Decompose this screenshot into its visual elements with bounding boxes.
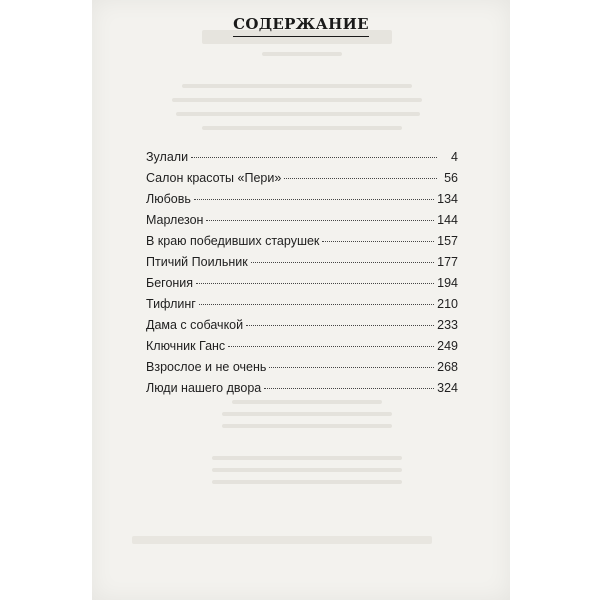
show-through-line	[262, 52, 342, 56]
toc-entry-title: Ключник Ганс	[146, 339, 226, 353]
show-through-line	[222, 412, 392, 416]
toc-entry-title: Тифлинг	[146, 297, 196, 311]
toc-entry-page: 177	[437, 255, 458, 269]
toc-leader-dots	[199, 304, 434, 305]
page-heading	[92, 14, 510, 37]
toc-entry	[146, 381, 458, 402]
show-through-line	[182, 84, 412, 88]
toc-entry-page: 268	[437, 360, 458, 374]
toc-entry-page: 233	[437, 318, 458, 332]
toc-entry	[146, 150, 458, 171]
show-through-line	[212, 456, 402, 460]
show-through-line	[172, 98, 422, 102]
toc-entry-title: Марлезон	[146, 213, 204, 227]
toc-leader-dots	[194, 199, 434, 200]
toc-entry	[146, 192, 458, 213]
toc-entry-page: 4	[451, 150, 458, 164]
toc-leader-dots	[264, 388, 434, 389]
toc-leader-dots	[228, 346, 434, 347]
show-through-line	[222, 424, 392, 428]
toc-entry-page: 157	[437, 234, 458, 248]
show-through-line	[212, 480, 402, 484]
toc-entry	[146, 213, 458, 234]
show-through-line	[176, 112, 420, 116]
toc-leader-dots	[251, 262, 434, 263]
contents-title: СОДЕРЖАНИЕ	[233, 15, 369, 37]
toc-entry-title: Салон красоты «Пери»	[146, 171, 282, 185]
toc-leader-dots	[322, 241, 434, 242]
toc-entry	[146, 339, 458, 360]
toc-entry	[146, 171, 458, 192]
toc-leader-dots	[206, 220, 434, 221]
toc-entry-title: Птичий Поильник	[146, 255, 248, 269]
toc-entry-title: Бегония	[146, 276, 194, 290]
toc-entry-title: Взрослое и не очень	[146, 360, 267, 374]
toc-entry-title: Люди нашего двора	[146, 381, 262, 395]
toc-entry-page: 210	[437, 297, 458, 311]
toc-entry-page: 134	[437, 192, 458, 206]
toc-entry-title: Любовь	[146, 192, 191, 206]
toc-entry	[146, 255, 458, 276]
toc-entry-page: 194	[437, 276, 458, 290]
toc-entry-title: В краю победивших старушек	[146, 234, 320, 248]
toc-leader-dots	[191, 157, 437, 158]
table-of-contents	[146, 150, 458, 402]
toc-leader-dots	[284, 178, 437, 179]
toc-entry	[146, 276, 458, 297]
show-through-line	[132, 536, 432, 544]
toc-entry-page: 249	[437, 339, 458, 353]
toc-entry-title: Дама с собачкой	[146, 318, 244, 332]
toc-entry	[146, 318, 458, 339]
show-through-line	[212, 468, 402, 472]
toc-entry	[146, 234, 458, 255]
book-page	[92, 0, 510, 600]
show-through-line	[202, 126, 402, 130]
toc-entry	[146, 360, 458, 381]
toc-entry-title: Зулали	[146, 150, 189, 164]
toc-leader-dots	[196, 283, 434, 284]
toc-entry	[146, 297, 458, 318]
toc-entry-page: 56	[444, 171, 458, 185]
toc-leader-dots	[269, 367, 434, 368]
toc-leader-dots	[246, 325, 434, 326]
toc-entry-page: 324	[437, 381, 458, 395]
toc-entry-page: 144	[437, 213, 458, 227]
